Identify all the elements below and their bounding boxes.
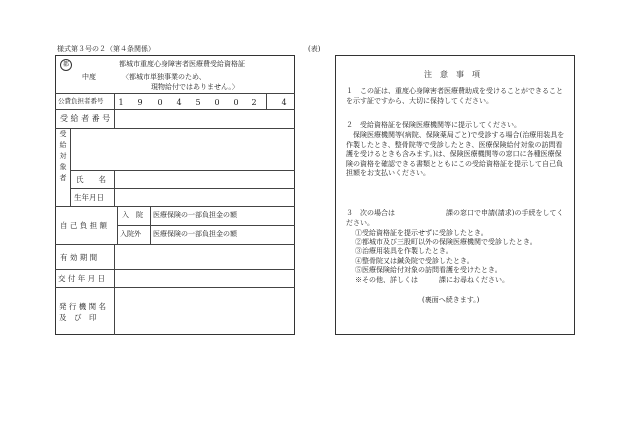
- note-3-item: ②都城市及び三股町以外の保険医療機関で受診したとき。: [355, 238, 537, 246]
- payer-digit: 1: [118, 98, 124, 107]
- exemption-note-1: 〈都城市単独事業のため、: [122, 73, 206, 81]
- form-number: 様式第３号の２（第４条関係）: [57, 45, 155, 53]
- seal-icon: 都: [60, 59, 72, 71]
- recipient-section-label: 受 給 対 象 者: [59, 130, 67, 182]
- rule: [70, 188, 295, 189]
- issue-date-label: 交 付 年 月 日: [58, 274, 106, 283]
- certificate-title: 都城市重度心身障害者医療費受給資格証: [119, 60, 245, 68]
- note-3-item: ⑤医療保険給付対象の訪問看護を受けたとき。: [355, 266, 502, 274]
- payer-digit: 4: [281, 98, 287, 107]
- rule: [117, 206, 118, 244]
- rule: [70, 128, 71, 206]
- note-2-body: 保険医療機関等(病院、保険薬局ごと)で受診する場合(治療用装具を作製したとき、整骨院等で受診したとき、医療保険給付対象の訪問看護を受けるときも含みます。)は、保険医療機関等の窓口に各種医療保険の資格を確認できる書類とともにこの受給資格証を提示して自己負担額をお支払いください。: [346, 131, 565, 178]
- note-3-item: ④整骨院又は鍼灸院で受診したとき。: [355, 257, 474, 265]
- payer-digit: 4: [176, 98, 182, 107]
- copay-label: 自 己 負 担 額: [60, 221, 108, 230]
- rule: [150, 206, 151, 244]
- rule: [114, 109, 115, 128]
- payer-digit: 2: [251, 98, 257, 107]
- rule: [114, 244, 115, 335]
- rule: [55, 206, 295, 207]
- recipient-number-label: 受 給 者 番 号: [60, 114, 111, 123]
- rule: [55, 109, 295, 110]
- rule: [55, 128, 295, 129]
- inpatient-copay-value: 医療保険の一部負担金の額: [153, 211, 237, 219]
- note-1: １ この証は、重度心身障害者医療費助成を受けることができることを示す証ですから、大切に保持してください。: [346, 87, 563, 105]
- note-3-body: 課の窓口で申請(請求)の手続をしてください。: [346, 209, 564, 227]
- note-2-lead: ２ 受給資格証を保険医療機関等に提示してください。: [346, 121, 521, 129]
- side-indicator: (表): [308, 45, 321, 53]
- payer-digit: 9: [137, 98, 143, 107]
- note-3-lead: ３ 次の場合は: [346, 209, 395, 217]
- rule: [114, 170, 115, 206]
- note-3-item: ①受給資格証を提示せずに受診したとき。: [355, 229, 488, 237]
- contact-note-prefix: ※その他、詳しくは: [355, 276, 418, 284]
- rule: [55, 269, 295, 270]
- rule: [55, 244, 295, 245]
- rule: [70, 170, 295, 171]
- payer-number-label: 公費負担者番号: [58, 97, 104, 105]
- validity-period-label: 有 効 期 間: [60, 253, 98, 262]
- payer-digit: 0: [157, 98, 163, 107]
- payer-digit: 5: [195, 98, 201, 107]
- issuer-label: 発 行 機 関 名: [59, 302, 107, 311]
- outpatient-copay-value: 医療保険の一部負担金の額: [153, 230, 237, 238]
- payer-digit: 0: [233, 98, 239, 107]
- category-label: 中度: [82, 73, 96, 81]
- inpatient-label: 入 院: [122, 211, 143, 219]
- note-3-item: ③治療用装具を作製したとき。: [355, 247, 453, 255]
- notes-heading: 注 意 事 項: [424, 70, 480, 79]
- rule: [266, 93, 267, 109]
- rule: [117, 225, 295, 226]
- rule: [55, 93, 295, 94]
- exemption-note-2: 現物給付ではありません。〉: [151, 83, 239, 91]
- issuer-seal-label: 及 び 印: [59, 313, 97, 322]
- birth-date-label: 生年月日: [74, 193, 104, 202]
- outpatient-label: 入院外: [120, 230, 141, 238]
- contact-note-suffix: 課にお尋ねください。: [439, 276, 509, 284]
- continued-note: (裏面へ続きます。): [422, 296, 480, 304]
- name-label: 氏 名: [76, 175, 106, 184]
- payer-digit: 0: [214, 98, 220, 107]
- rule: [55, 287, 295, 288]
